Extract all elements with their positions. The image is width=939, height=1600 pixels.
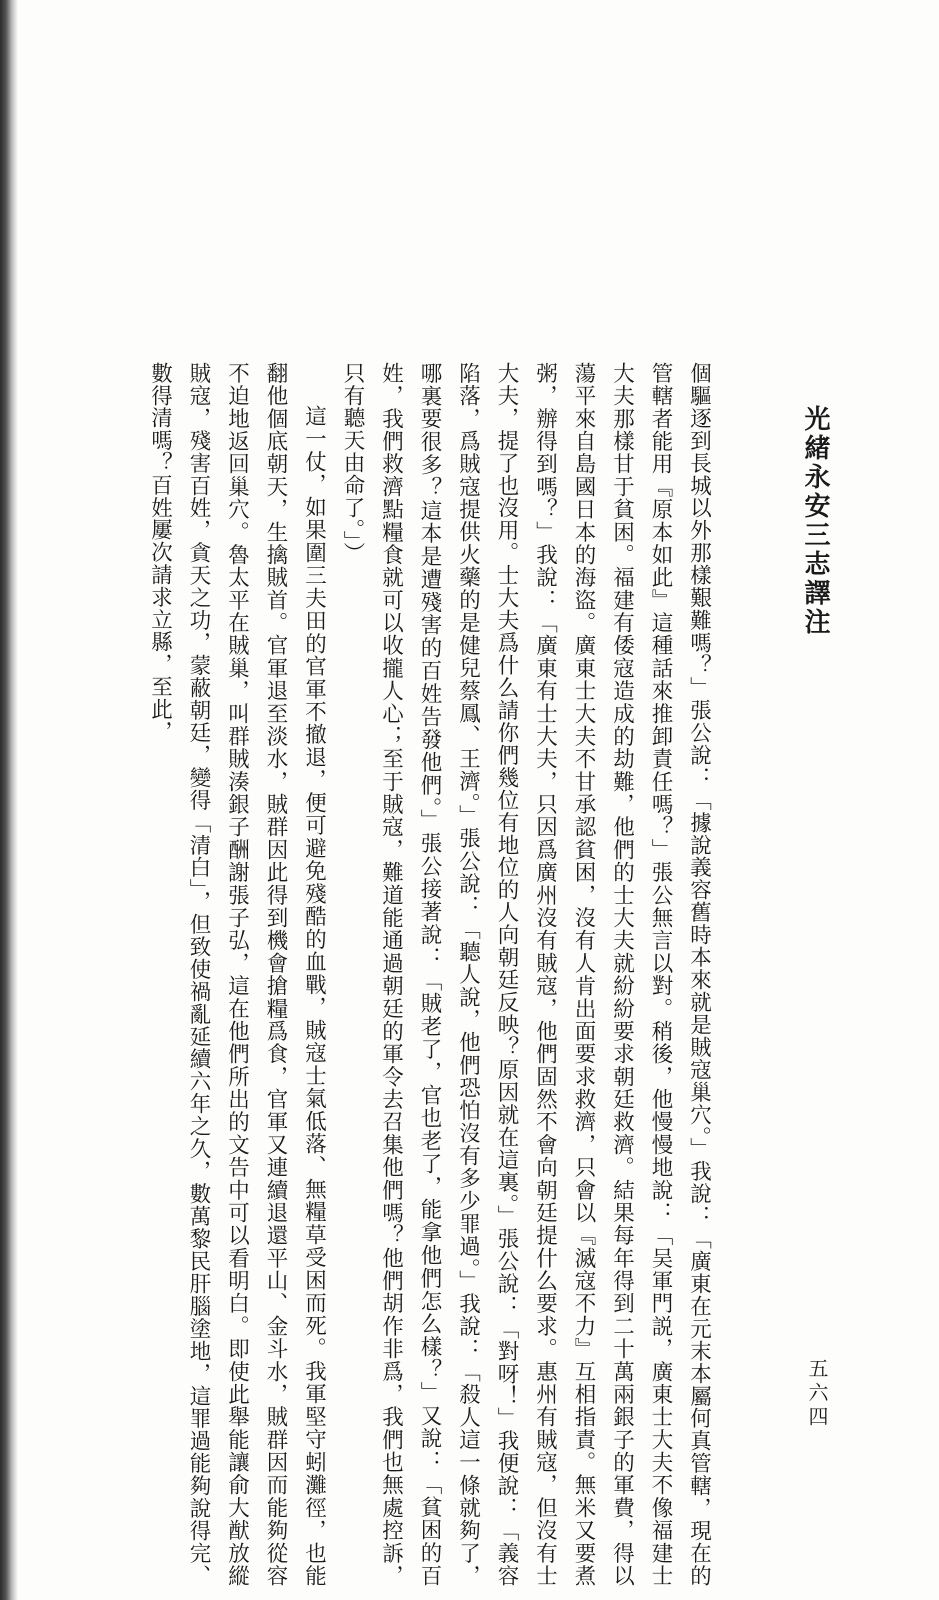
vertical-text-body xyxy=(140,362,718,1587)
running-title: 光緒永安三志譯注 xyxy=(800,405,830,637)
book-binding-shadow xyxy=(0,0,18,1600)
paragraph-dialogue: 個驅逐到長城以外那樣艱難嗎？」張公說：「據說義容舊時本來就是賊寇巢穴。」我說：「廣東在元末本屬何真管轄，現在的管轄者能用『原本如此』這種話來推卸責任嗎？」張公無言以對。稍後，他慢慢地說：「吴軍門説，廣東士大夫不像福建士大夫那樣甘于貧困。福建有倭寇造成的劫難，他們的士大夫就紛紛要求朝廷救濟。結果每年得到二十萬兩銀子的軍費，得以蕩平來自島國日本的海盜。廣東士大夫不甘承認貧困，沒有人肯出面要求救濟，只會以『滅寇不力』互相指責。無米又要煮粥，辦得到嗎？」我說：「廣東有士大夫，只因爲廣州沒有賊寇，他們固然不會向朝廷提什么要求。惠州有賊寇，但沒有士大夫，提了也沒用。士大夫爲什么請你們幾位有地位的人向朝廷反映？原因就在這裏。」張公說：「對呀！」我便說：「義容陷落，爲賊寇提供火藥的是健兒蔡鳳、王濟。」張公說：「聽人說，他們恐怕沒有多少罪過。」我說：「殺人這一條就夠了，哪裏要很多？這本是遭殘害的百姓告發他們。」張公接著說：「賊老了，官也老了，能拿他們怎么樣？」又說：「貧困的百姓，我們救濟點糧食就可以收攏人心；至于賊寇，難道能通過朝廷的軍令去召集他們嗎？他們胡作非爲，我們也無處控訴，只有聽天由命了。」） xyxy=(340,362,712,1587)
body-text-block xyxy=(140,362,780,1592)
paragraph-battle-commentary: 這一仗，如果圍三夫田的官軍不撤退，便可避免殘酷的血戰，賊寇士氣低落、無糧草受困而死。我軍堅守蚓灘徑，也能翻他個底朝天，生擒賊首。官軍退至淡水，賊群因此得到機會搶糧爲食，官軍又連續退還平山、金斗水，賊群因而能夠從容不迫地返回巢穴。魯太平在賊巢，叫群賊湊銀子酬謝張子弘，這在他們所出的文告中可以看明白。即使此舉能讓俞大猷放縱賊寇，殘害百姓，貪天之功，蒙蔽朝廷，變得「清白」，但致使禍亂延續六年之久，數萬黎民肝腦塗地，這罪過能夠說得完、數得清嗎？百姓屢次請求立縣，至此， xyxy=(147,362,327,1587)
page-number: 五六四 xyxy=(805,1358,829,1430)
